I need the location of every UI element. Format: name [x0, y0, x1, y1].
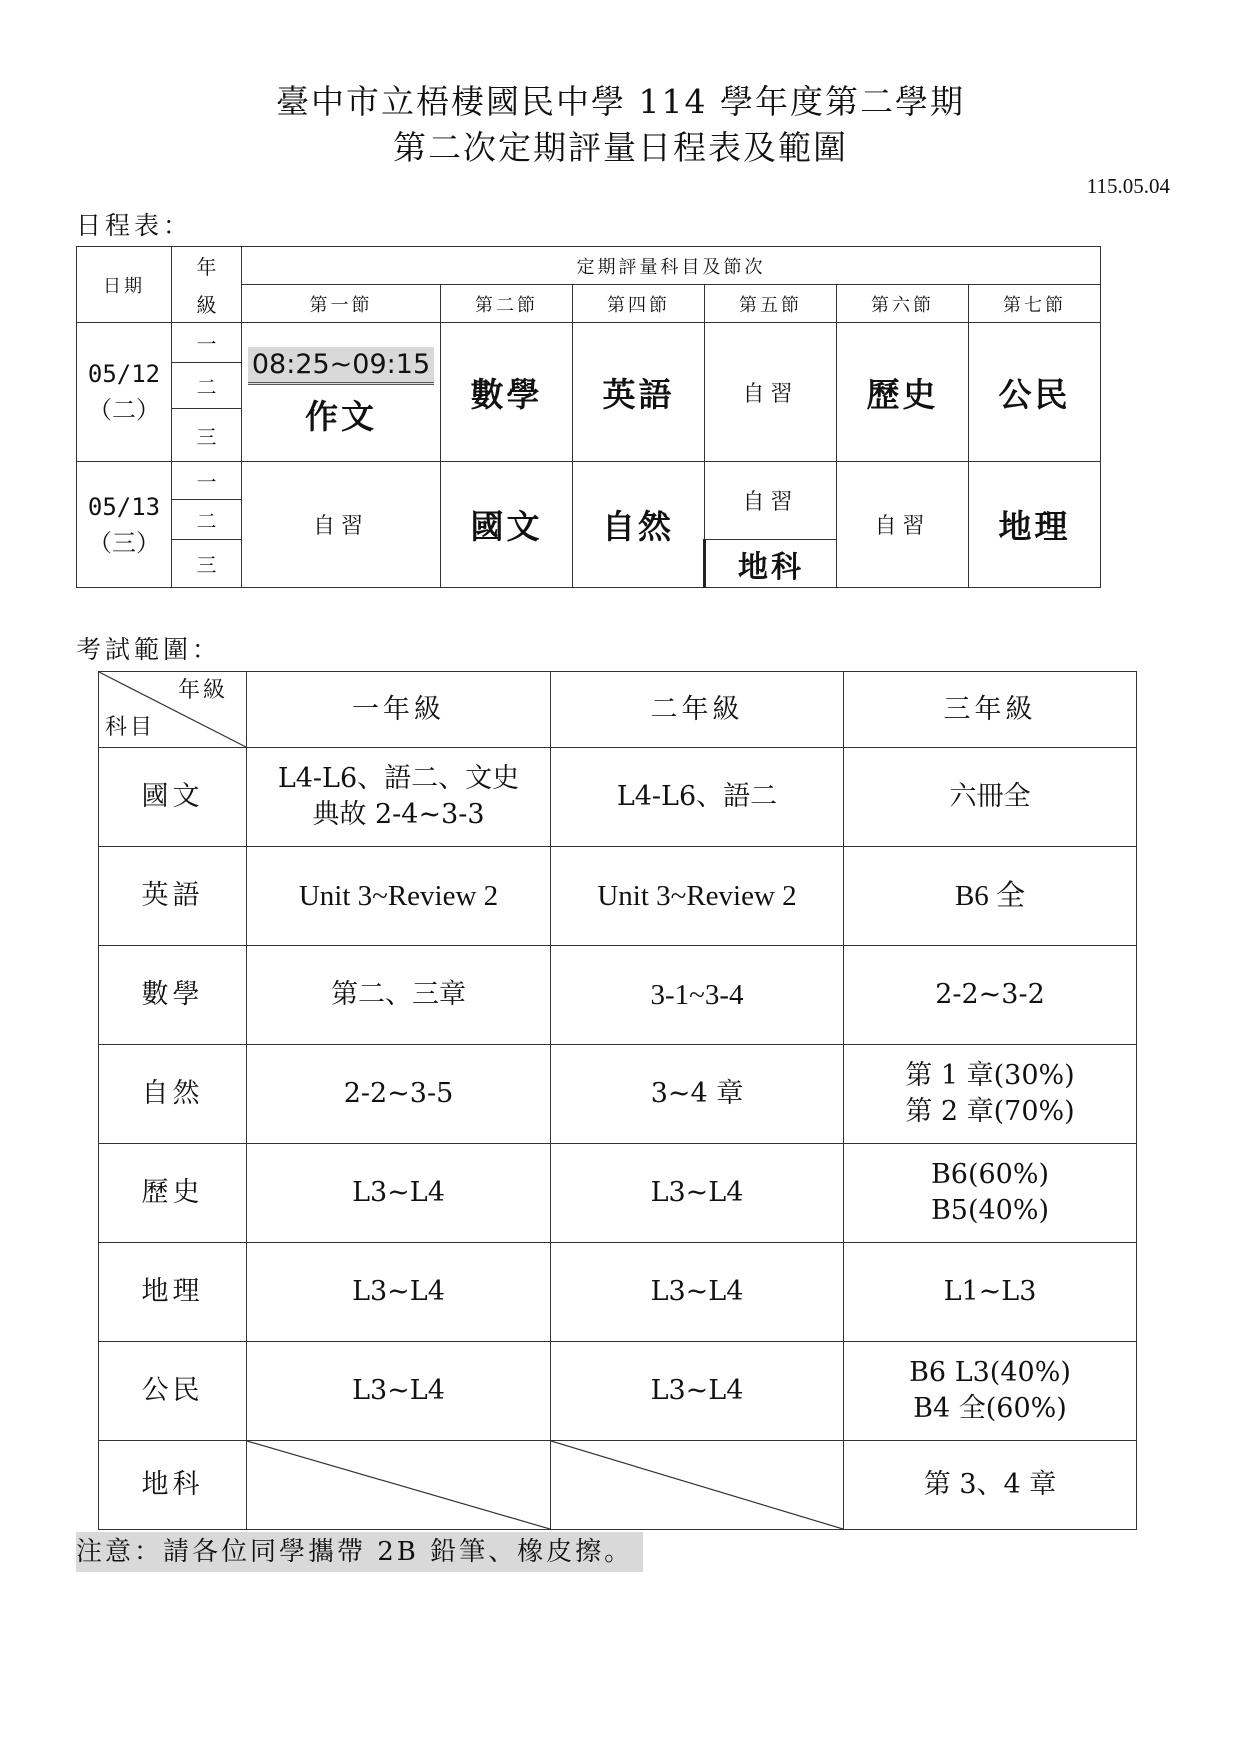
period-header: 第二節: [441, 285, 573, 323]
grade-column-header: 一年級: [247, 672, 551, 748]
range-cell: 3~4 章: [551, 1045, 844, 1144]
diagonal-strike: [247, 1441, 550, 1529]
range-cell: L3~L4: [551, 1144, 844, 1243]
range-cell: [844, 1342, 1137, 1441]
corner-subject-label: 科目: [105, 715, 156, 740]
range-cell: L1~L3: [844, 1243, 1137, 1342]
subject-label: 歷史: [99, 1144, 247, 1243]
day1-date: 05/12: [87, 360, 161, 388]
corner-grade-label: 年級: [177, 678, 228, 703]
period-header: 第一節: [242, 285, 441, 323]
exam-range-table: [98, 671, 1137, 1530]
day1-period4-subject: 英語: [573, 323, 705, 462]
period-header: 第四節: [573, 285, 705, 323]
range-cell: 六冊全: [844, 748, 1137, 847]
date-header: 日期: [77, 247, 172, 323]
range-line: 第 1 章(30%): [905, 1060, 1075, 1091]
grade-label: 三: [172, 540, 242, 588]
corner-header-cell: [99, 672, 247, 748]
day2-period6-subject: 自習: [837, 462, 969, 588]
range-cell: [844, 1144, 1137, 1243]
day2-period4-subject: 自然: [573, 462, 705, 588]
range-cell: L3~L4: [551, 1342, 844, 1441]
day1-weekday: （二）: [88, 396, 160, 424]
table-row: [99, 1045, 1137, 1144]
day1-period7-subject: 公民: [969, 323, 1101, 462]
period-header: 第七節: [969, 285, 1101, 323]
range-cell: 3-1~3-4: [551, 946, 844, 1045]
day2-weekday: （三）: [88, 528, 160, 557]
document-subtitle: 第二次定期評量日程表及範圍: [393, 128, 848, 167]
day2-period5-bottom-subject: 地科: [705, 540, 837, 588]
day1-period1-cell: [242, 323, 441, 462]
range-line: 典故 2-4~3-3: [312, 799, 485, 830]
day2-date: 05/13: [87, 492, 161, 521]
range-cell: L4-L6、語二: [551, 748, 844, 847]
range-cell: [844, 1045, 1137, 1144]
range-line: B6 L3(40%): [909, 1357, 1071, 1388]
period-header: 第六節: [837, 285, 969, 323]
range-cell: B6 全: [844, 847, 1137, 946]
range-cell: L3~L4: [247, 1243, 551, 1342]
issue-date: 115.05.04: [1086, 174, 1170, 198]
table-row: [99, 748, 1137, 847]
document-title: 臺中市立梧棲國民中學 114 學年度第二學期: [276, 82, 965, 121]
day2-date-cell: [77, 462, 172, 588]
range-line: L4-L6、語二、文史: [277, 763, 520, 794]
range-cell: L3~L4: [247, 1144, 551, 1243]
range-line: 第 2 章(70%): [905, 1096, 1075, 1127]
range-cell: Unit 3~Review 2: [247, 847, 551, 946]
table-row: [99, 1243, 1137, 1342]
subjects-header: 定期評量科目及節次: [242, 247, 1101, 285]
day1-period5-subject: 自習: [705, 323, 837, 462]
grade-header-top: 年: [172, 247, 242, 285]
schedule-heading: 日程表：: [76, 211, 193, 240]
range-cell: 2-2~3-5: [247, 1045, 551, 1144]
table-row: [99, 946, 1137, 1045]
table-row: [99, 1441, 1137, 1530]
subject-label: 英語: [99, 847, 247, 946]
subject-label: 公民: [99, 1342, 247, 1441]
range-line: B5(40%): [930, 1195, 1050, 1226]
range-cell: L3~L4: [551, 1243, 844, 1342]
day1-period1-time: 08:25~09:15: [248, 347, 434, 385]
notice: 注意：請各位同學攜帶 2B 鉛筆、橡皮擦。: [76, 1532, 643, 1572]
range-cell: L3~L4: [247, 1342, 551, 1441]
subject-label: 數學: [99, 946, 247, 1045]
range-cell: [247, 748, 551, 847]
subject-label: 地理: [99, 1243, 247, 1342]
grade-label: 二: [172, 363, 242, 409]
grade-column-header: 三年級: [844, 672, 1137, 748]
range-cell: 2-2~3-2: [844, 946, 1137, 1045]
day1-date-cell: [77, 323, 172, 462]
subject-label: 國文: [99, 748, 247, 847]
range-cell: 第二、三章: [247, 946, 551, 1045]
day2-period5-top-subject: 自習: [705, 462, 837, 540]
range-heading: 考試範圍：: [76, 635, 222, 664]
range-line: B6(60%): [930, 1159, 1050, 1190]
empty-cell: [247, 1441, 551, 1530]
grade-column-header: 二年級: [551, 672, 844, 748]
grade-label: 三: [172, 409, 242, 462]
grade-label: 一: [172, 462, 242, 500]
diagonal-strike: [551, 1441, 843, 1529]
table-row: [99, 1144, 1137, 1243]
subject-label: 地科: [99, 1441, 247, 1530]
day2-period7-subject: 地理: [969, 462, 1101, 588]
period-header: 第五節: [705, 285, 837, 323]
day1-period2-subject: 數學: [441, 323, 573, 462]
range-line: B4 全(60%): [913, 1393, 1067, 1424]
grade-label: 二: [172, 500, 242, 540]
grade-label: 一: [172, 323, 242, 363]
range-cell: Unit 3~Review 2: [551, 847, 844, 946]
range-cell: 第 3、4 章: [844, 1441, 1137, 1530]
subject-label: 自然: [99, 1045, 247, 1144]
day2-period1-subject: 自習: [242, 462, 441, 588]
table-row: [99, 847, 1137, 946]
empty-cell: [551, 1441, 844, 1530]
table-row: [99, 1342, 1137, 1441]
day2-period2-subject: 國文: [441, 462, 573, 588]
schedule-table: [76, 246, 1101, 588]
grade-header-bottom: 級: [172, 285, 242, 323]
day1-period6-subject: 歷史: [837, 323, 969, 462]
day1-period1-subject: 作文: [305, 396, 377, 436]
